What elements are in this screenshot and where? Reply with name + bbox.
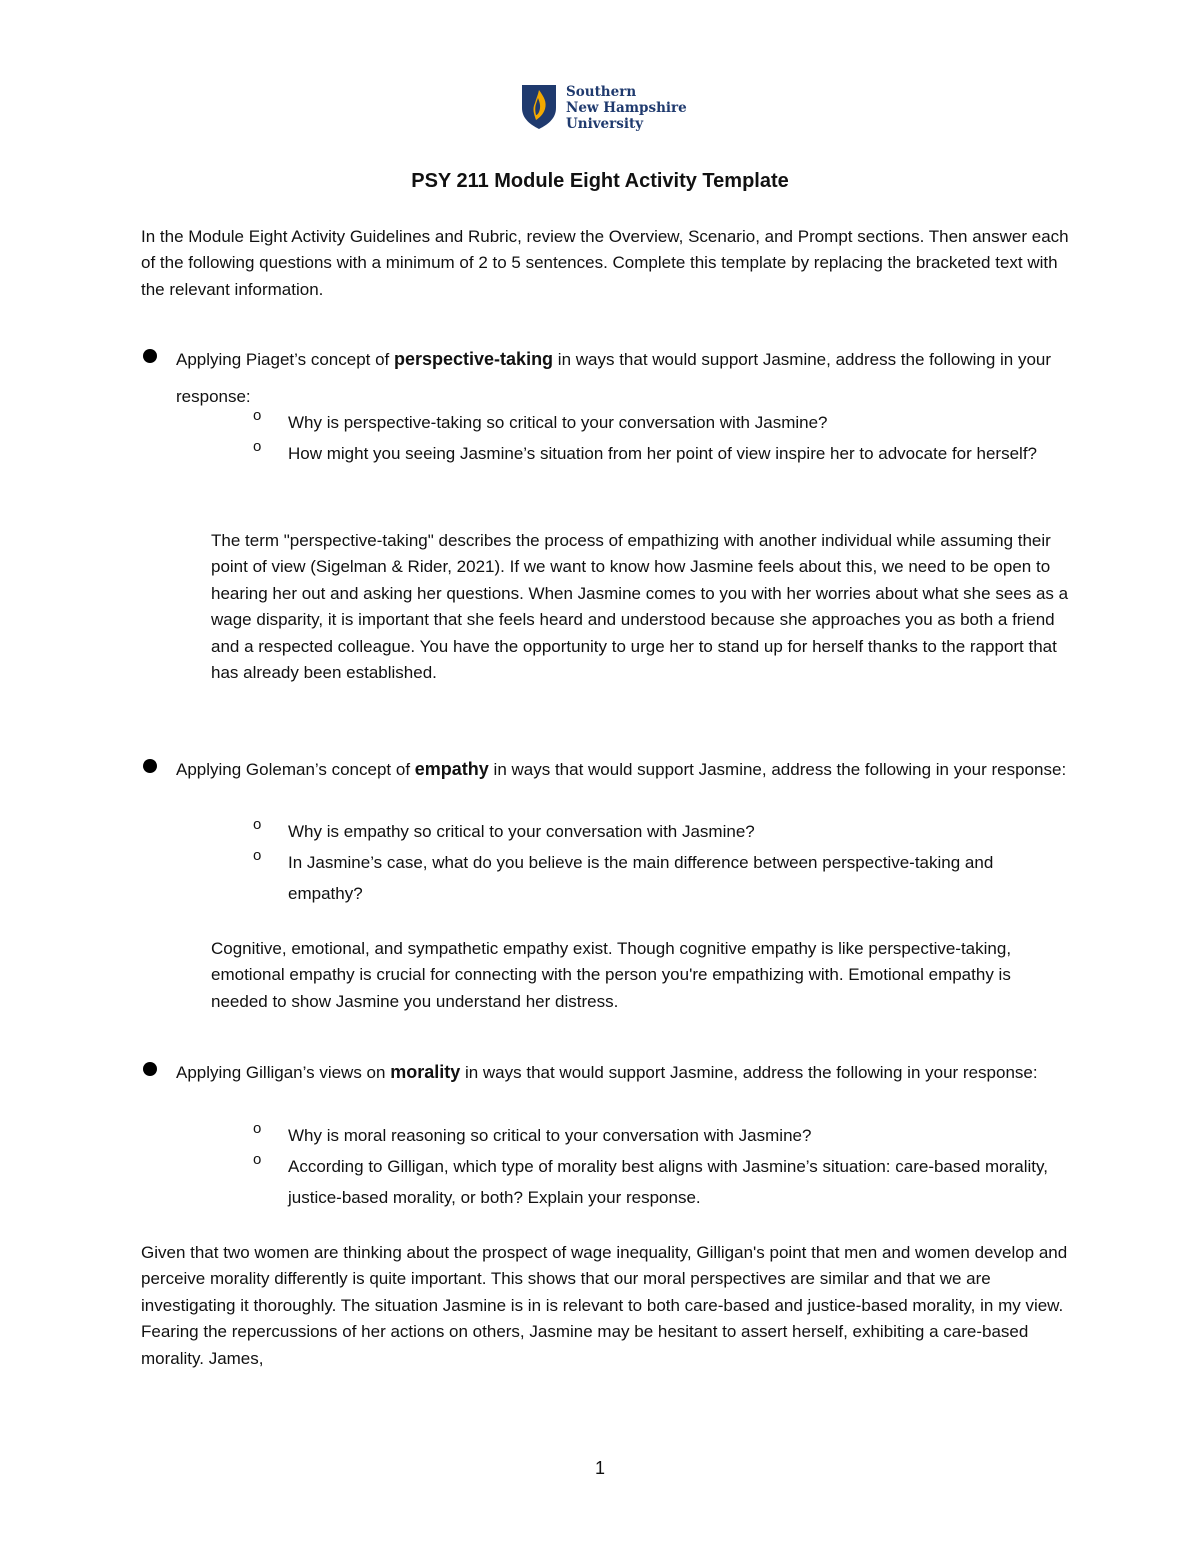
section-keyword: perspective-taking: [394, 349, 554, 369]
logo-line-southern: Southern: [566, 84, 637, 100]
section-prompt: Applying Piaget’s concept of perspective-taking in ways that would support Jasmine, address the following in your response:: [176, 349, 1052, 406]
section-keyword: empathy: [414, 759, 489, 779]
logo-line-university: University: [566, 116, 644, 132]
bullet-dot-icon: [143, 349, 157, 363]
bullet-dot-icon: [143, 759, 157, 773]
circle-bullet-icon: o: [253, 816, 262, 833]
section-prompt: Applying Gilligan’s views on morality in ways that would support Jasmine, address the following in your response:: [176, 1062, 1038, 1082]
circle-bullet-icon: o: [253, 847, 262, 864]
answer-paragraph: Cognitive, emotional, and sympathetic empathy exist. Though cognitive empathy is like perspective-taking, emotional empathy is crucial for connecting with the person you're empathizing with. Emotional empathy is needed to show Jasmine you understand her distress.: [211, 939, 1012, 1011]
logo-line-new-hampshire: New Hampshire: [566, 100, 687, 116]
section-keyword: morality: [390, 1062, 461, 1082]
answer-paragraph: Given that two women are thinking about the prospect of wage inequality, Gilligan's point that men and women develop and perceive morality differently is quite important. This shows that our moral perspectives are similar and that we are investigating it thoroughly. The situation Jasmine is in is relevant to both care-based and justice-based morality, in my view. Fearing the repercussions of her actions on others, Jasmine may be hesitant to assert herself, exhibiting a care-based morality. James,: [141, 1243, 1068, 1368]
circle-bullet-icon: o: [253, 407, 262, 424]
shield-flame-icon: [521, 84, 557, 130]
page-number: 1: [594, 1458, 605, 1478]
snhu-logo: [521, 84, 691, 132]
bullet-dot-icon: [143, 1062, 157, 1076]
circle-bullet-icon: o: [253, 438, 262, 455]
section-prompt: Applying Goleman’s concept of empathy in ways that would support Jasmine, address the following in your response:: [176, 759, 1067, 779]
page-title: PSY 211 Module Eight Activity Template: [411, 170, 789, 192]
answer-paragraph: The term "perspective-taking" describes the process of empathizing with another individual while assuming their point of view (Sigelman & Rider, 2021). If we want to know how Jasmine feels about this, we need to be open to hearing her out and asking her questions. When Jasmine comes to you with her worries about what she sees as a wage disparity, it is important that she feels heard and understood because she approaches you as both a friend and a respected colleague. You have the opportunity to urge her to stand up for herself thanks to the rapport that has already been established.: [211, 531, 1069, 683]
circle-bullet-icon: o: [253, 1151, 262, 1168]
circle-bullet-icon: o: [253, 1120, 262, 1137]
intro-paragraph: In the Module Eight Activity Guidelines and Rubric, review the Overview, Scenario, and Prompt sections. Then answer each of the following questions with a minimum of 2 to 5 sentences. Complete this template by replacing the bracketed text with the relevant information.: [141, 227, 1069, 299]
